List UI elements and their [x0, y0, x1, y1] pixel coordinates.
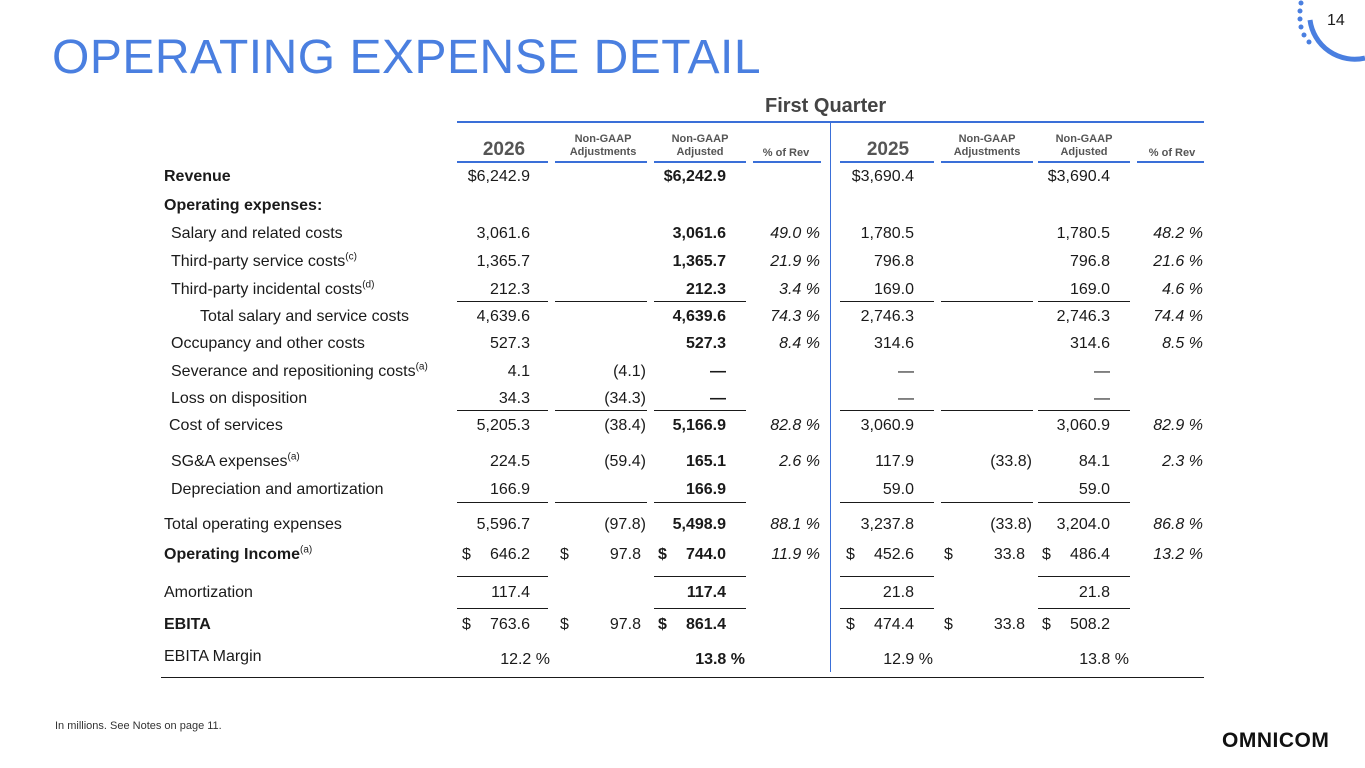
- subtotal-rule: [457, 301, 548, 302]
- cell-loss-2025: —: [898, 390, 914, 407]
- cell-cos-adj-2026: (38.4): [604, 417, 646, 434]
- row-label-revenue: Revenue: [164, 168, 231, 185]
- subtotal-rule: [654, 301, 746, 302]
- cell-loss-adjusted-2025: —: [1094, 390, 1110, 407]
- cell-third-party-pct-2025: 21.6 %: [1153, 253, 1203, 270]
- subtotal-rule: [941, 301, 1033, 302]
- row-label-occupancy: Occupancy and other costs: [171, 335, 365, 352]
- row-label-sga: SG&A expenses$^{(a)}$: [171, 451, 300, 470]
- period-heading: First Quarter: [765, 95, 887, 117]
- cell-amort-2026: 117.4: [491, 584, 530, 601]
- subtotal-rule: [941, 502, 1033, 503]
- cell-margin-adjusted-2026: 13.8 %: [695, 651, 745, 668]
- row-label-severance: Severance and repositioning costs$^{(a)}$: [171, 361, 428, 380]
- subtotal-rule: [654, 502, 746, 503]
- subtotal-rule: [457, 576, 548, 577]
- header-rule: [555, 161, 647, 163]
- cell-third-party-adjusted-2025: 796.8: [1069, 253, 1110, 270]
- currency-symbol: $: [846, 616, 855, 633]
- cell-total-salary-pct-2025: 74.4 %: [1153, 308, 1203, 325]
- cell-ebita-adj-2025: 33.8: [993, 616, 1025, 633]
- subtotal-rule: [654, 410, 746, 411]
- cell-sga-2025: 117.9: [875, 453, 914, 470]
- subtotal-rule: [555, 502, 647, 503]
- row-label-ebita: EBITA: [164, 616, 211, 633]
- subtotal-rule: [654, 576, 746, 577]
- row-label-ebita-margin: EBITA Margin: [164, 648, 262, 665]
- cell-cos-2025: 3,060.9: [860, 417, 914, 434]
- cell-salary-pct-2026: 49.0 %: [770, 225, 820, 242]
- cell-sga-2026: 224.5: [489, 453, 530, 470]
- subtotal-rule: [840, 576, 934, 577]
- col-header-adjustments-2025: Non-GAAP Adjustments: [953, 133, 1021, 158]
- col-header-adjustments: Non-GAAP Adjustments: [569, 133, 637, 158]
- header-rule: [753, 161, 821, 163]
- row-label-loss: Loss on disposition: [171, 390, 308, 407]
- subtotal-rule: [941, 410, 1033, 411]
- cell-margin-adjusted-2025: 13.8 %: [1079, 651, 1129, 668]
- currency-symbol: $: [1042, 546, 1051, 563]
- cell-third-party-pct-2026: 21.9 %: [770, 253, 820, 270]
- cell-sga-pct-2025: 2.3 %: [1162, 453, 1203, 470]
- cell-occupancy-adjusted-2026: 527.3: [685, 335, 726, 352]
- row-label-incidental: Third-party incidental costs$^{(d)}$: [171, 279, 375, 298]
- cell-revenue-adjusted-2025: $3,690.4: [1047, 168, 1110, 185]
- cell-revenue-2025: $3,690.4: [851, 168, 914, 185]
- page-title: OPERATING EXPENSE DETAIL: [52, 31, 762, 84]
- cell-occupancy-pct-2026: 8.4 %: [779, 335, 820, 352]
- subtotal-rule: [457, 502, 548, 503]
- cell-severance-2025: —: [898, 363, 914, 380]
- cell-amort-adjusted-2026: 117.4: [686, 584, 726, 601]
- cell-revenue-2026: $6,242.9: [467, 168, 530, 185]
- cell-incidental-2025: 169.0: [873, 281, 914, 298]
- subtotal-rule: [1038, 576, 1130, 577]
- cell-margin-2026: 12.2 %: [500, 651, 550, 668]
- row-label-amortization: Amortization: [164, 584, 253, 601]
- row-label-salary: Salary and related costs: [171, 225, 343, 242]
- cell-incidental-adjusted-2026: 212.3: [685, 281, 726, 298]
- cell-cos-pct-2025: 82.9 %: [1153, 417, 1203, 434]
- cell-opinc-2025: 452.6: [873, 546, 914, 563]
- subtotal-rule: [1038, 502, 1130, 503]
- cell-salary-2025: 1,780.5: [860, 225, 914, 242]
- currency-symbol: $: [560, 616, 569, 633]
- row-label-third-party-service: Third-party service costs$^{(c)}$: [171, 251, 357, 270]
- cell-total-salary-2026: 4,639.6: [476, 308, 530, 325]
- cell-sga-adj-2026: (59.4): [604, 453, 646, 470]
- subtotal-rule: [840, 502, 934, 503]
- cell-totalopex-adj-2026: (97.8): [604, 516, 646, 533]
- cell-loss-adj-2026: (34.3): [604, 390, 646, 407]
- cell-severance-2026: 4.1: [507, 363, 530, 380]
- currency-symbol: $: [462, 546, 471, 563]
- cell-cos-adjusted-2026: 5,166.9: [672, 417, 726, 434]
- col-header-pct-rev: % of Rev: [762, 147, 810, 159]
- row-label-cost-of-services: Cost of services: [169, 417, 283, 434]
- cell-ebita-adjusted-2025: 508.2: [1069, 616, 1110, 633]
- cell-dep-adjusted-2026: 166.9: [685, 481, 726, 498]
- subtotal-rule: [1038, 410, 1130, 411]
- subtotal-rule: [457, 410, 548, 411]
- currency-symbol: $: [462, 616, 471, 633]
- col-header-adjusted: Non-GAAP Adjusted: [671, 133, 729, 158]
- row-label-operating-expenses: Operating expenses:: [164, 197, 323, 214]
- cell-incidental-pct-2025: 4.6 %: [1162, 281, 1203, 298]
- cell-total-salary-pct-2026: 74.3 %: [770, 308, 820, 325]
- cell-cos-2026: 5,205.3: [476, 417, 530, 434]
- cell-third-party-adjusted-2026: 1,365.7: [672, 253, 726, 270]
- cell-dep-2026: 166.9: [489, 481, 530, 498]
- cell-severance-adjusted-2025: —: [1094, 363, 1110, 380]
- currency-symbol: $: [846, 546, 855, 563]
- cell-opinc-pct-2025: 13.2 %: [1153, 546, 1203, 563]
- subtotal-rule: [1038, 301, 1130, 302]
- cell-totalopex-adjusted-2025: 3,204.0: [1056, 516, 1110, 533]
- cell-incidental-adjusted-2025: 169.0: [1069, 281, 1110, 298]
- currency-symbol: $: [658, 616, 667, 633]
- table-bottom-rule: [161, 677, 1204, 678]
- cell-total-salary-adjusted-2026: 4,639.6: [672, 308, 726, 325]
- company-logo: OMNICOM: [1222, 729, 1330, 752]
- cell-opinc-adjusted-2025: 486.4: [1069, 546, 1110, 563]
- cell-incidental-2026: 212.3: [489, 281, 530, 298]
- cell-ebita-2025: 474.4: [873, 616, 914, 633]
- cell-opinc-pct-2026: 11.9 %: [771, 546, 820, 563]
- cell-dep-2025: 59.0: [882, 481, 914, 498]
- cell-sga-pct-2026: 2.6 %: [779, 453, 820, 470]
- subtotal-rule: [1038, 608, 1130, 609]
- cell-loss-adjusted-2026: —: [710, 390, 726, 407]
- cell-total-salary-2025: 2,746.3: [860, 308, 914, 325]
- subtotal-rule: [457, 608, 548, 609]
- header-rule: [840, 161, 934, 163]
- cell-salary-2026: 3,061.6: [476, 225, 530, 242]
- col-header-2025: 2025: [866, 139, 910, 160]
- cell-third-party-2025: 796.8: [873, 253, 914, 270]
- cell-incidental-pct-2026: 3.4 %: [779, 281, 820, 298]
- cell-loss-2026: 34.3: [498, 390, 530, 407]
- cell-salary-adjusted-2025: 1,780.5: [1056, 225, 1110, 242]
- col-header-adjusted-2025: Non-GAAP Adjusted: [1055, 133, 1113, 158]
- cell-margin-2025: 12.9 %: [883, 651, 933, 668]
- cell-occupancy-2025: 314.6: [873, 335, 914, 352]
- cell-totalopex-2025: 3,237.8: [860, 516, 914, 533]
- cell-cos-adjusted-2025: 3,060.9: [1056, 417, 1110, 434]
- subtotal-rule: [840, 301, 934, 302]
- cell-sga-adj-2025: (33.8): [990, 453, 1032, 470]
- cell-totalopex-adjusted-2026: 5,498.9: [672, 516, 726, 533]
- cell-severance-adj-2026: (4.1): [613, 363, 646, 380]
- cell-salary-pct-2025: 48.2 %: [1153, 225, 1203, 242]
- cell-revenue-adjusted-2026: $6,242.9: [663, 168, 726, 185]
- decorative-arc-icon: [1288, 0, 1365, 64]
- cell-third-party-2026: 1,365.7: [476, 253, 530, 270]
- cell-totalopex-adj-2025: (33.8): [990, 516, 1032, 533]
- header-rule: [457, 161, 548, 163]
- currency-symbol: $: [560, 546, 569, 563]
- currency-symbol: $: [1042, 616, 1051, 633]
- row-label-depreciation: Depreciation and amortization: [171, 481, 384, 498]
- cell-opinc-adj-2026: 97.8: [609, 546, 641, 563]
- cell-cos-pct-2026: 82.8 %: [770, 417, 820, 434]
- subtotal-rule: [840, 608, 934, 609]
- cell-ebita-2026: 763.6: [489, 616, 530, 633]
- subtotal-rule: [840, 410, 934, 411]
- cell-opinc-2026: 646.2: [489, 546, 530, 563]
- cell-sga-adjusted-2026: 165.1: [685, 453, 726, 470]
- cell-sga-adjusted-2025: 84.1: [1078, 453, 1110, 470]
- header-rule: [654, 161, 746, 163]
- cell-ebita-adj-2026: 97.8: [609, 616, 641, 633]
- cell-dep-adjusted-2025: 59.0: [1078, 481, 1110, 498]
- subtotal-rule: [555, 410, 647, 411]
- cell-amort-adjusted-2025: 21.8: [1078, 584, 1110, 601]
- cell-totalopex-2026: 5,596.7: [476, 516, 530, 533]
- col-header-pct-rev-2025: % of Rev: [1148, 147, 1196, 159]
- cell-opinc-adjusted-2026: 744.0: [685, 546, 726, 563]
- currency-symbol: $: [658, 546, 667, 563]
- cell-opinc-adj-2025: 33.8: [993, 546, 1025, 563]
- header-rule: [1038, 161, 1130, 163]
- cell-totalopex-pct-2025: 86.8 %: [1153, 516, 1203, 533]
- cell-occupancy-adjusted-2025: 314.6: [1069, 335, 1110, 352]
- subtotal-rule: [654, 608, 746, 609]
- header-rule: [1137, 161, 1204, 163]
- cell-occupancy-2026: 527.3: [489, 335, 530, 352]
- header-rule: [941, 161, 1033, 163]
- row-label-operating-income: Operating Income$^{(a)}$: [164, 544, 313, 563]
- cell-ebita-adjusted-2026: 861.4: [685, 616, 726, 633]
- currency-symbol: $: [944, 616, 953, 633]
- row-label-total-operating-expenses: Total operating expenses: [164, 516, 342, 533]
- page-number: 14: [1327, 12, 1345, 29]
- cell-amort-2025: 21.8: [882, 584, 914, 601]
- cell-totalopex-pct-2026: 88.1 %: [770, 516, 820, 533]
- cell-salary-adjusted-2026: 3,061.6: [672, 225, 726, 242]
- cell-occupancy-pct-2025: 8.5 %: [1162, 335, 1203, 352]
- cell-severance-adjusted-2026: —: [710, 363, 726, 380]
- footnote: In millions. See Notes on page 11.: [55, 720, 222, 732]
- currency-symbol: $: [944, 546, 953, 563]
- cell-total-salary-adjusted-2025: 2,746.3: [1056, 308, 1110, 325]
- subtotal-rule: [555, 301, 647, 302]
- row-label-total-salary: Total salary and service costs: [200, 308, 409, 325]
- col-header-2026: 2026: [482, 139, 526, 160]
